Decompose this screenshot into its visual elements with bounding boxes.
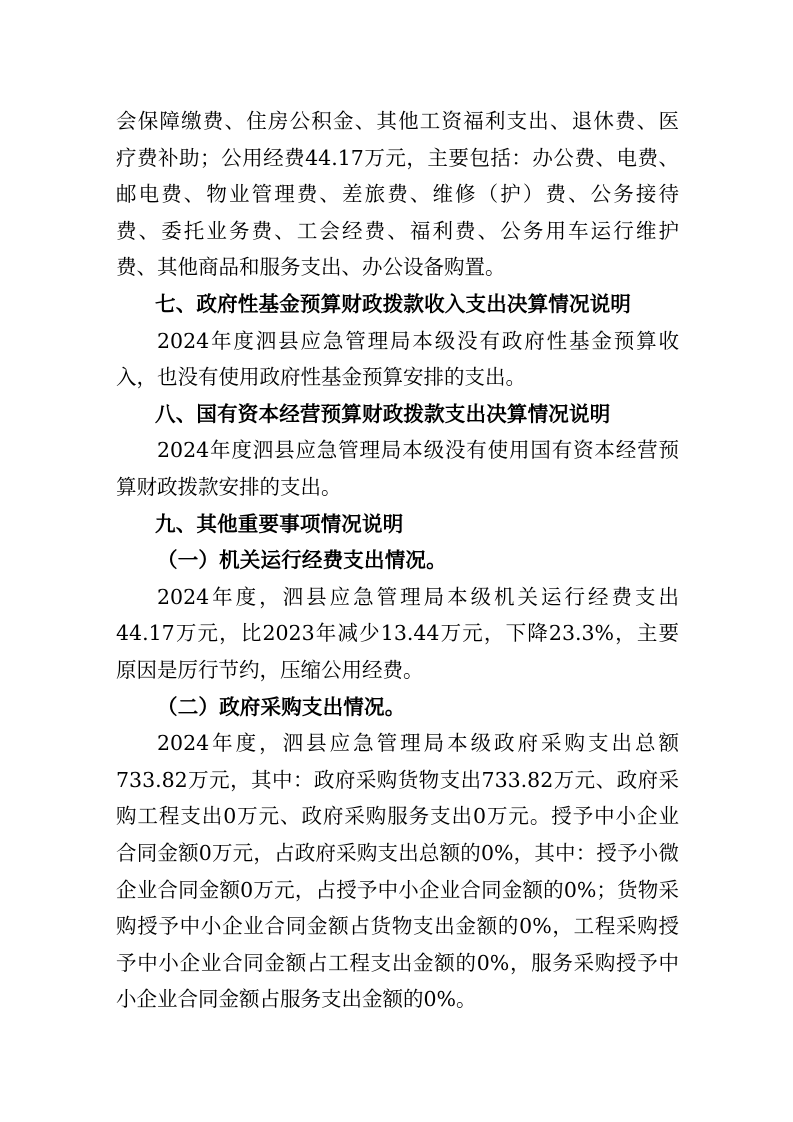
paragraph-line: 疗费补助；公用经费44.17万元，主要包括：办公费、电费、 — [116, 145, 679, 170]
subsection-heading-2: （二）政府采购支出情况。 — [157, 694, 406, 719]
paragraph-line: 733.82万元，其中：政府采购货物支出733.82万元、政府采 — [116, 767, 679, 792]
section-heading-7: 七、政府性基金预算财政拨款收入支出决算情况说明 — [155, 292, 632, 316]
section-heading-9: 九、其他重要事项情况说明 — [155, 511, 404, 536]
paragraph-line: 入，也没有使用政府性基金预算安排的支出。 — [116, 365, 526, 390]
paragraph-line: 44.17万元，比2023年减少13.44万元，下降23.3%，主要 — [116, 621, 679, 646]
paragraph-line: 2024年度，泗县应急管理局本级机关运行经费支出 — [157, 584, 679, 609]
subsection-heading-1: （一）机关运行经费支出情况。 — [157, 548, 447, 573]
paragraph-line: 算财政拨款安排的支出。 — [116, 475, 342, 499]
paragraph-line: 予中小企业合同金额占工程支出金额的0%，服务采购授予中 — [116, 950, 679, 975]
paragraph-line: 小企业合同金额占服务支出金额的0%。 — [116, 987, 477, 1012]
paragraph-line: 2024年度，泗县应急管理局本级政府采购支出总额 — [157, 731, 679, 756]
section-heading-8: 八、国有资本经营预算财政拨款支出决算情况说明 — [155, 401, 611, 426]
paragraph-line: 2024年度泗县应急管理局本级没有使用国有资本经营预 — [157, 438, 679, 463]
paragraph-line: 邮电费、物业管理费、差旅费、维修（护）费、公务接待 — [116, 182, 679, 207]
paragraph-line: 购工程支出0万元、政府采购服务支出0万元。授予中小企业 — [116, 804, 679, 829]
paragraph-line: 会保障缴费、住房公积金、其他工资福利支出、退休费、医 — [116, 109, 679, 133]
paragraph-line: 费、委托业务费、工会经费、福利费、公务用车运行维护 — [116, 218, 679, 243]
paragraph-line: 原因是厉行节约，压缩公用经费。 — [116, 658, 424, 682]
paragraph-line: 企业合同金额0万元，占授予中小企业合同金额的0%；货物采 — [116, 877, 679, 902]
paragraph-line: 费、其他商品和服务支出、办公设备购置。 — [116, 255, 506, 280]
paragraph-line: 2024年度泗县应急管理局本级没有政府性基金预算收 — [157, 328, 679, 353]
paragraph-line: 购授予中小企业合同金额占货物支出金额的0%，工程采购授 — [116, 914, 679, 939]
paragraph-line: 合同金额0万元，占政府采购支出总额的0%，其中：授予小微 — [116, 841, 679, 865]
